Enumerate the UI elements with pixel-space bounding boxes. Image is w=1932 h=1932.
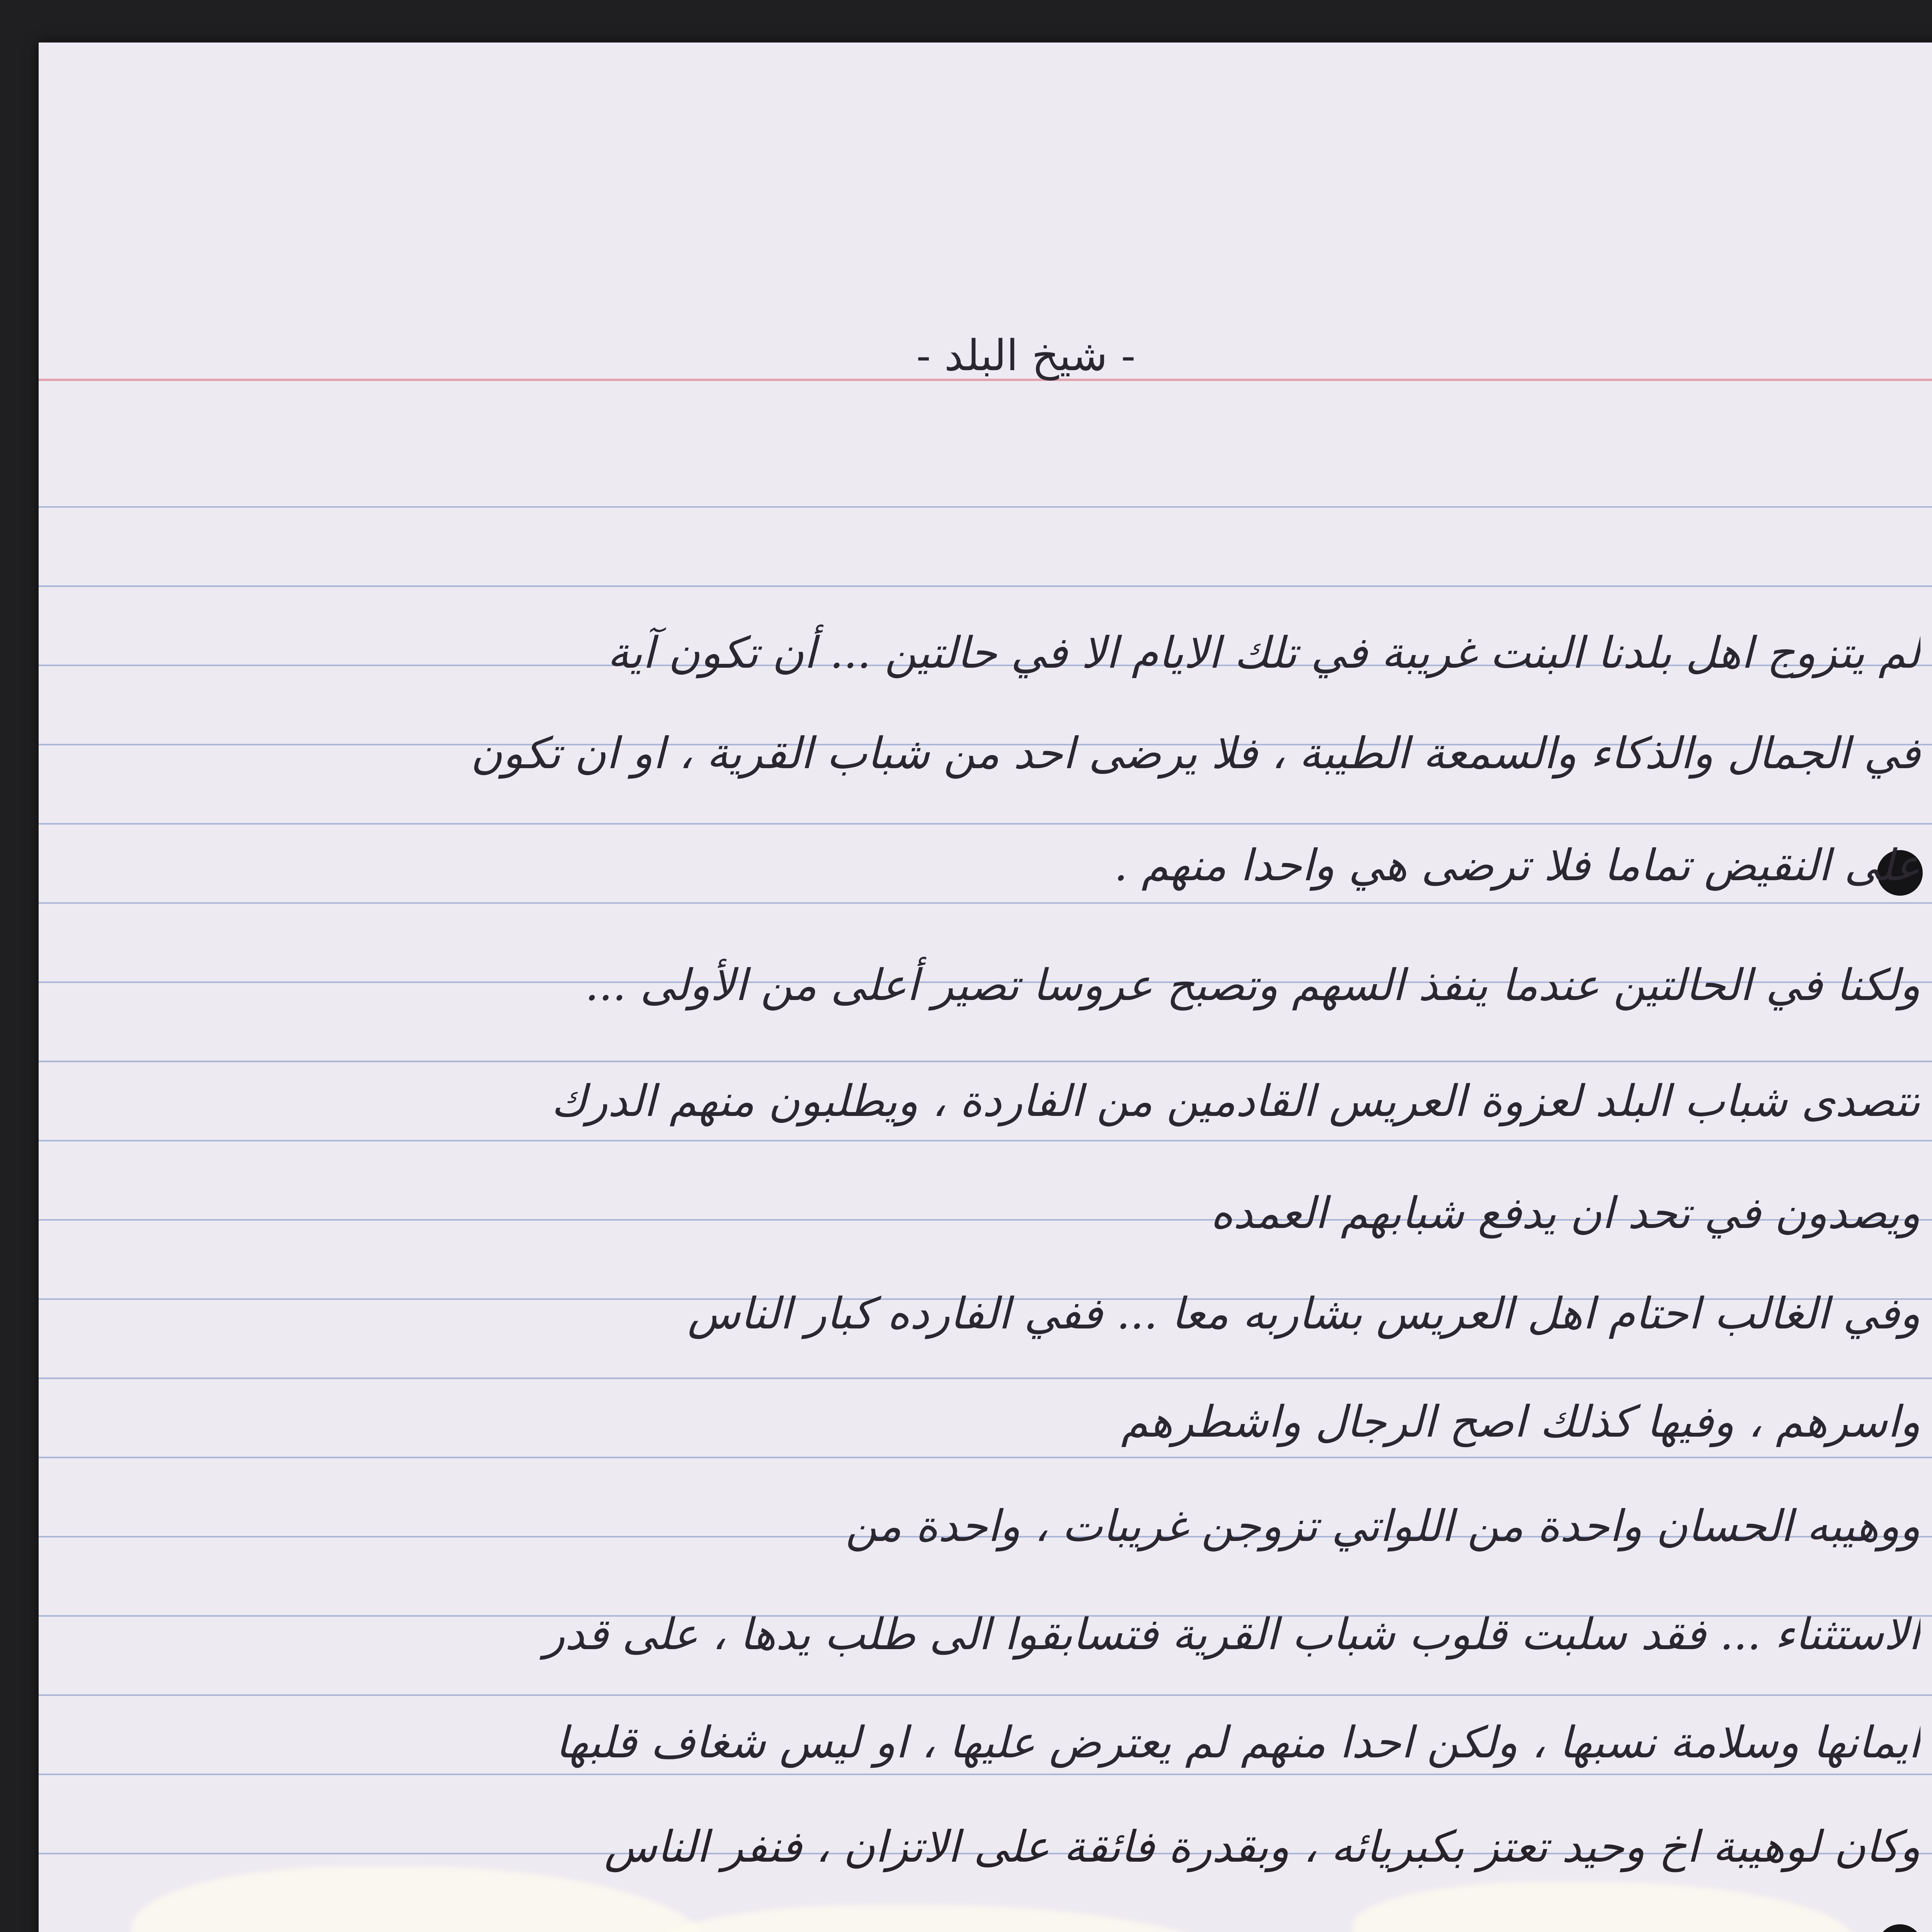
text-line: الاستثناء ... فقد سلبت قلوب شباب القرية فتسابقوا الى طلب يدها ، على قدر [544,1609,1920,1660]
text-line: لم يتزوج اهل بلدنا البنت غريبة في تلك الايام الا في حالتين ... أن تكون آية [607,628,1920,678]
text-line: ولكنا في الحالتين عندما ينفذ السهم وتصبح عروسا تصير أعلى من الأولى ... [585,960,1920,1010]
text-line: وفي الغالب احتام اهل العريس بشاربه معا ... ففي الفارده كبار الناس [687,1289,1920,1339]
text-line: تتصدى شباب البلد لعزوة العريس القادمين من الفاردة ، ويطلبون منهم الدرك [551,1076,1920,1126]
ruled-line [39,1694,1932,1696]
text-line: ايمانها وسلامة نسبها ، ولكن احدا منهم لم يعترض عليها ، او ليس شغاف قلبها [555,1718,1920,1768]
text-line: ووهيبه الحسان واحدة من اللواتي تزوجن غريبات ، واحدة من [845,1501,1920,1551]
ruled-line [39,823,1932,825]
notebook-page [39,43,1932,1932]
page-title: - شيخ البلد - [916,331,1136,380]
text-line: في الجمال والذكاء والسمعة الطيبة ، فلا يرضى احد من شباب القرية ، او ان تكون [470,728,1920,779]
text-line: وكان لوهيبة اخ وحيد تعتز بكبريائه ، وبقدرة فائقة على الاتزان ، فنفر الناس [604,1822,1920,1872]
ruled-line [39,585,1932,587]
ruled-line [39,1061,1932,1062]
ruled-line [39,1140,1932,1141]
ruled-line [39,506,1932,508]
text-line: ويصدون في تحد ان يدفع شبابهم العمده [1210,1188,1920,1238]
text-line: واسرهم ، وفيها كذلك اصح الرجال واشطرهم [1121,1397,1920,1447]
ruled-line [39,1378,1932,1379]
text-line: على النقيض تماما فلا ترضى هي واحدا منهم . [1114,840,1920,891]
text-line [89,1920,1920,1932]
